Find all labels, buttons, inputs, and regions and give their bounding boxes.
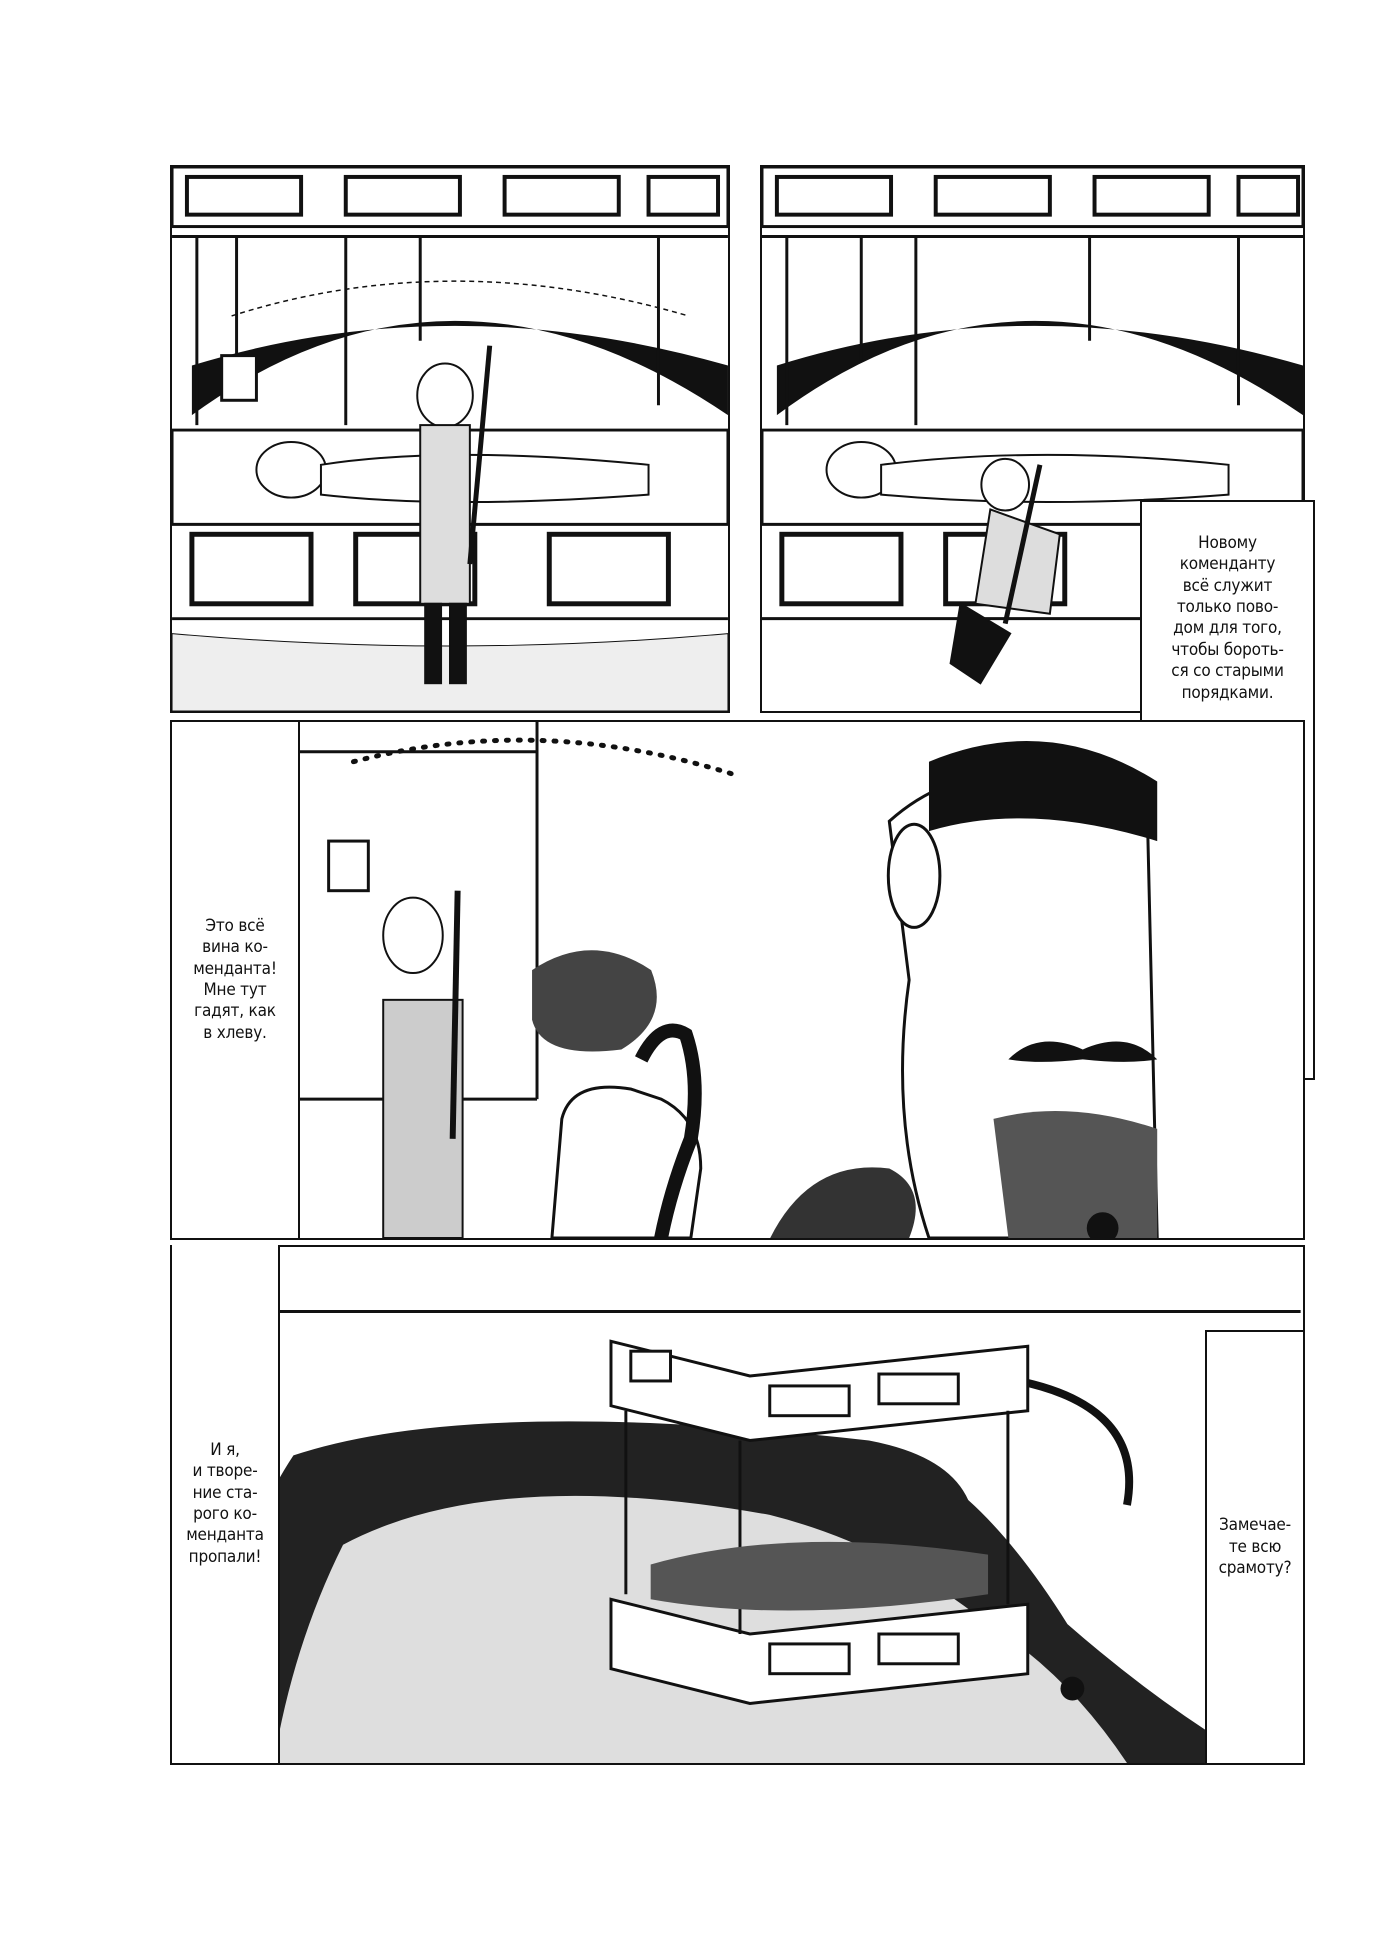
panel-middle <box>290 720 1305 1240</box>
panel-top-left-art <box>172 167 728 711</box>
caption-blame <box>170 720 300 1240</box>
caption-notice <box>1205 1330 1305 1765</box>
caption-notice-text: Замечае- те всю срамоту? <box>1218 1515 1292 1579</box>
caption-perished-text: И я, и творе- ние ста- рого ко- менданта пропали! <box>186 1439 264 1567</box>
panel-top-left <box>170 165 730 713</box>
panel-middle-art <box>292 722 1303 1238</box>
caption-blame-text: Это всё вина ко- менданта! Мне тут гадят, как в хлеву. <box>193 915 277 1043</box>
caption-new-commandant-text-1: Новому коменданту всё служит только пово- дом для того, чтобы бороть- ся со старыми порядками. <box>1171 532 1284 703</box>
panel-bottom-art <box>172 1247 1303 1763</box>
panel-bottom <box>170 1245 1305 1765</box>
caption-perished <box>170 1245 280 1765</box>
